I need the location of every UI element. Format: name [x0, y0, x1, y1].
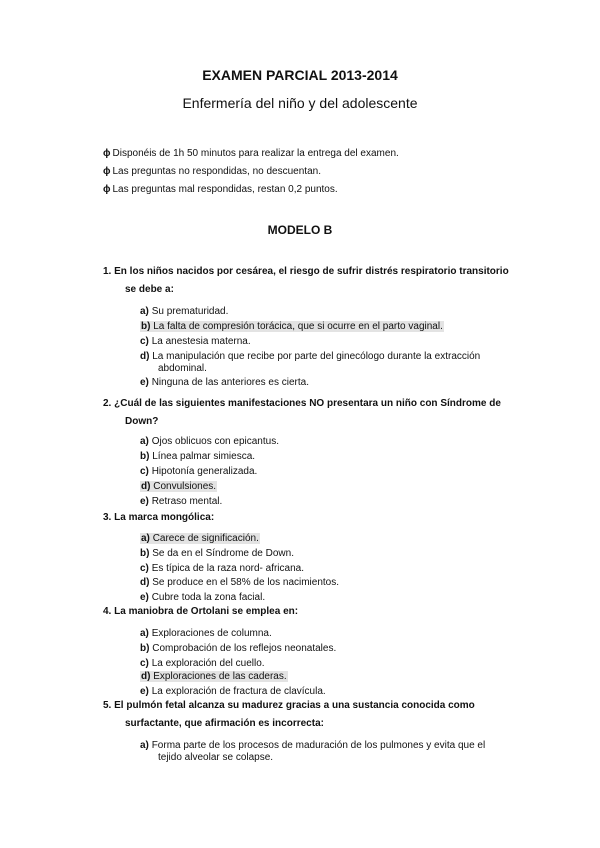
bullet-icon: ϕ: [103, 166, 111, 177]
option-item: b) Comprobación de los reflejos neonatales.: [140, 643, 337, 654]
question-1: 1. En los niños nacidos por cesárea, el riesgo de sufrir distrés respiratorio transitorio se debe a:: [103, 266, 509, 295]
bullet-icon: ϕ: [103, 184, 111, 195]
rule-item: ϕ Las preguntas no respondidas, no descuentan.: [103, 166, 321, 177]
option-item: d) Se produce en el 58% de los nacimientos.: [140, 577, 340, 588]
rule-item: ϕ Las preguntas mal respondidas, restan 0,2 puntos.: [103, 184, 338, 195]
question-4: 4. La maniobra de Ortolani se emplea en:: [103, 606, 299, 617]
option-item: e) Cubre toda la zona facial.: [140, 592, 266, 603]
exam-rules: [103, 147, 399, 201]
option-item: b) Se da en el Síndrome de Down.: [140, 548, 294, 559]
question-5: 5. El pulmón fetal alcanza su madurez gracias a una sustancia conocida como surfactante, que afirmación es incorrecta:: [103, 700, 475, 729]
option-item: a) Su prematuridad.: [140, 306, 229, 317]
rule-item: ϕ Disponéis de 1h 50 minutos para realizar la entrega del examen.: [103, 148, 399, 159]
option-item: a) Forma parte de los procesos de maduración de los pulmones y evita que el tejido alveolar se colapse.: [140, 740, 486, 763]
model-label: MODELO B: [267, 223, 333, 237]
option-item: c) Es típica de la raza nord- africana.: [140, 563, 304, 574]
question-3: 3. La marca mongólica:: [103, 512, 215, 523]
option-item: e) La exploración de fractura de clavícula.: [140, 686, 326, 697]
option-item: d) La manipulación que recibe por parte del ginecólogo durante la extracción abdominal.: [140, 351, 481, 374]
option-item: e) Ninguna de las anteriores es cierta.: [140, 377, 309, 388]
option-item-highlighted: a) Carece de significación.: [141, 533, 259, 544]
exam-title: EXAMEN PARCIAL 2013-2014: [202, 67, 398, 83]
option-item: c) La exploración del cuello.: [140, 658, 265, 669]
question-2: 2. ¿Cuál de las siguientes manifestaciones NO presentara un niño con Síndrome de Down?: [103, 398, 501, 427]
option-item: c) Hipotonía generalizada.: [140, 466, 258, 477]
option-item: b) Línea palmar simiesca.: [140, 451, 256, 462]
option-item: a) Ojos oblicuos con epicantus.: [140, 436, 279, 447]
bullet-icon: ϕ: [103, 148, 111, 159]
exam-subtitle: Enfermería del niño y del adolescente: [182, 95, 418, 111]
option-item-highlighted: b) La falta de compresión torácica, que si ocurre en el parto vaginal.: [141, 321, 443, 332]
option-item-highlighted: d) Exploraciones de las caderas.: [141, 671, 287, 682]
option-item: a) Exploraciones de columna.: [140, 628, 272, 639]
option-item-highlighted: d) Convulsiones.: [141, 481, 217, 492]
option-item: e) Retraso mental.: [140, 496, 223, 507]
option-item: c) La anestesia materna.: [140, 336, 251, 347]
